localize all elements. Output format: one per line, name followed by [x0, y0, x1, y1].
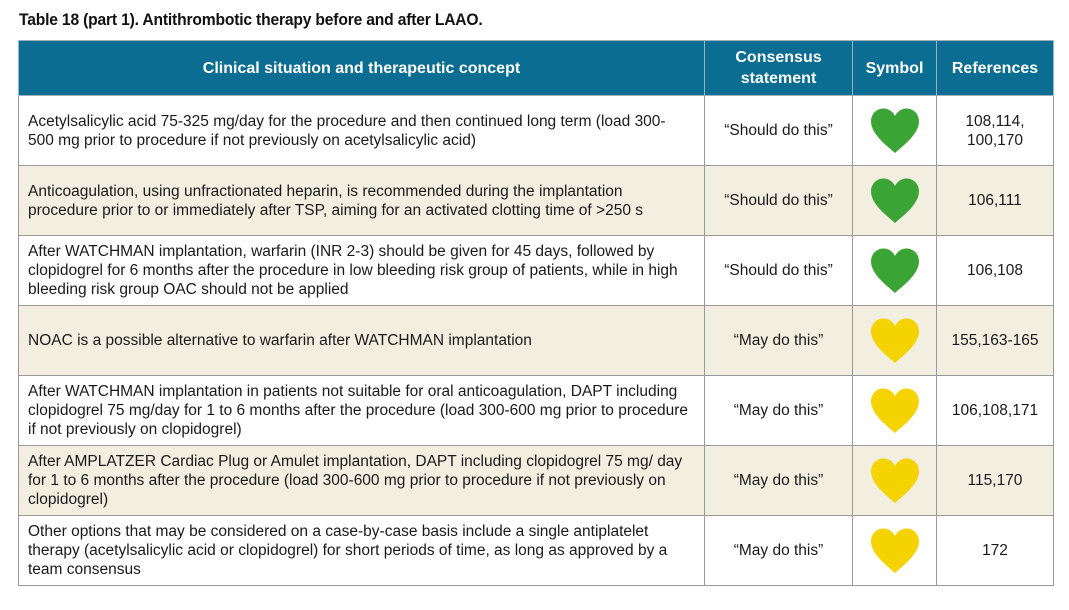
yellow-heart-icon — [870, 458, 920, 504]
references-line1: 106,108 — [966, 262, 1024, 279]
consensus-cell: “Should do this” — [705, 166, 853, 236]
references-line1: 155,163-165 — [951, 332, 1039, 349]
table-row — [19, 306, 1054, 376]
consensus-cell: “May do this” — [705, 376, 853, 446]
green-heart-icon — [870, 248, 920, 294]
references-cell — [937, 516, 1054, 586]
table-title: Table 18 (part 1). Antithrombotic therapy before and after LAAO. — [19, 10, 483, 29]
symbol-cell — [853, 236, 937, 306]
concept-cell: NOAC is a possible alternative to warfarin after WATCHMAN implantation — [19, 306, 705, 376]
header-consensus-line1: Consensus — [735, 49, 822, 66]
concept-cell: Other options that may be considered on a case-by-case basis include a single antiplatelet therapy (acetylsalicylic acid or clopidogrel) for short periods of time, as long as approved by a team consensus — [19, 516, 705, 586]
concept-cell: Anticoagulation, using unfractionated heparin, is recommended during the implantation procedure prior to or immediately after TSP, aiming for an activated clotting time of >250 s — [19, 166, 705, 236]
header-references: References — [937, 41, 1054, 96]
references-line1: 106,111 — [968, 192, 1022, 209]
references-line1: 115,170 — [967, 472, 1023, 489]
yellow-heart-icon — [870, 318, 920, 364]
symbol-cell — [853, 516, 937, 586]
header-consensus — [705, 41, 853, 96]
references-line1: 106,108,171 — [951, 402, 1039, 419]
table-row — [19, 446, 1054, 516]
references-cell — [937, 306, 1054, 376]
table-row — [19, 376, 1054, 446]
symbol-cell — [853, 446, 937, 516]
green-heart-icon — [870, 178, 920, 224]
references-line2: 100,170 — [966, 131, 1024, 149]
concept-cell: After WATCHMAN implantation in patients not suitable for oral anticoagulation, DAPT including clopidogrel 75 mg/day for 1 to 6 months after the procedure (load 300-600 mg prior to procedure if not previously on clopidogrel) — [19, 376, 705, 446]
references-cell — [937, 96, 1054, 166]
consensus-cell: “Should do this” — [705, 236, 853, 306]
consensus-cell: “May do this” — [705, 306, 853, 376]
header-symbol: Symbol — [853, 41, 937, 96]
references-cell — [937, 236, 1054, 306]
table-row — [19, 236, 1054, 306]
antithrombotic-table — [18, 40, 1054, 586]
concept-cell: After WATCHMAN implantation, warfarin (INR 2-3) should be given for 45 days, followed by clopidogrel for 6 months after the procedure in low bleeding risk group of patients, while in high bleeding risk group OAC should not be applied — [19, 236, 705, 306]
symbol-cell — [853, 96, 937, 166]
green-heart-icon — [870, 108, 920, 154]
table-row — [19, 96, 1054, 166]
table-row — [19, 516, 1054, 586]
symbol-cell — [853, 166, 937, 236]
symbol-cell — [853, 306, 937, 376]
references-line1: 108,114, — [965, 112, 1025, 130]
references-cell — [937, 166, 1054, 236]
yellow-heart-icon — [870, 528, 920, 574]
consensus-cell: “Should do this” — [705, 96, 853, 166]
header-consensus-line2: statement — [740, 70, 817, 87]
header-row — [19, 41, 1054, 96]
symbol-cell — [853, 376, 937, 446]
consensus-cell: “May do this” — [705, 446, 853, 516]
references-cell — [937, 376, 1054, 446]
header-situation: Clinical situation and therapeutic concept — [19, 41, 705, 96]
concept-cell: After AMPLATZER Cardiac Plug or Amulet implantation, DAPT including clopidogrel 75 mg/ day for 1 to 6 months after the procedure (load 300-600 mg prior to procedure if not previously on clopidogrel) — [19, 446, 705, 516]
yellow-heart-icon — [870, 388, 920, 434]
consensus-cell: “May do this” — [705, 516, 853, 586]
concept-cell: Acetylsalicylic acid 75-325 mg/day for the procedure and then continued long term (load 300-500 mg prior to procedure if not previously on acetylsalicylic acid) — [19, 96, 705, 166]
references-cell — [937, 446, 1054, 516]
references-line1: 172 — [982, 542, 1008, 559]
table-row — [19, 166, 1054, 236]
